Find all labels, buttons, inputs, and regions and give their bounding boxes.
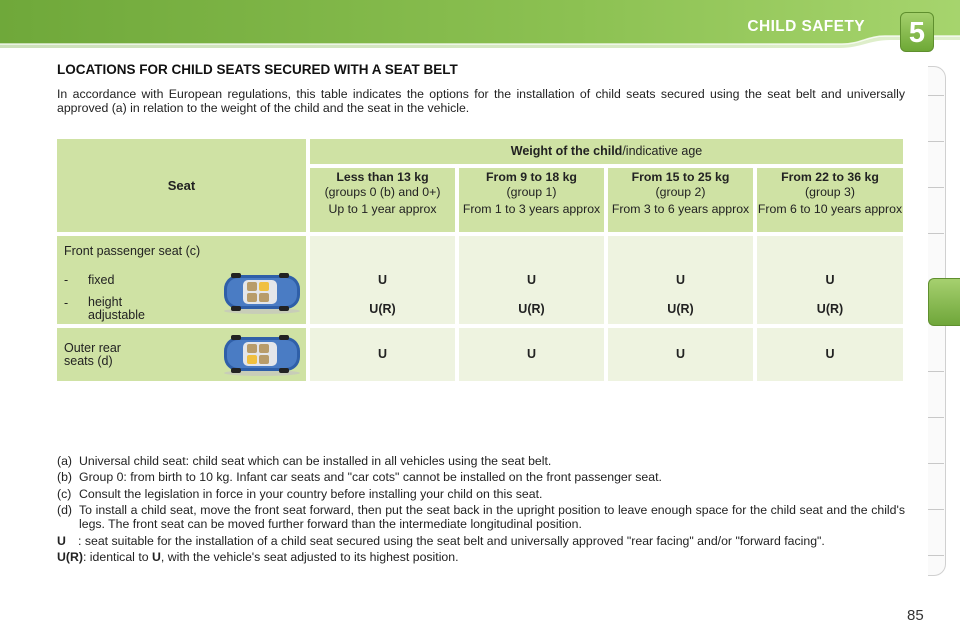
front-passenger-row-label — [57, 236, 306, 324]
footnote-text: Universal child seat: child seat which can be installed in all vehicles using the seat belt. — [79, 454, 552, 468]
value-fixed: U — [526, 273, 537, 287]
front-seat-label: Front passenger seat (c) — [64, 244, 201, 258]
group-sub: (groups 0 (b) and 0+) — [324, 185, 441, 199]
weight-header-rest: /indicative age — [622, 144, 703, 158]
outer-rear-row-label — [57, 328, 306, 381]
front-cell-group-0 — [310, 236, 455, 324]
group-title: From 9 to 18 kg — [486, 170, 577, 184]
car-top-view-rear-icon — [221, 333, 303, 377]
value-fixed: U — [675, 273, 686, 287]
group-header-1 — [459, 168, 604, 232]
dash: - — [64, 273, 69, 287]
footnote-text: To install a child seat, move the front seat forward, then put the seat back in the upright position to leave enough space for the child seat and the child's legs. The front seat can be moved further forward than the intermediate longitudinal position. — [79, 503, 905, 532]
legend-ur-text-2: , with the vehicle's seat adjusted to its highest position. — [160, 550, 459, 565]
dash: - — [64, 296, 69, 310]
footnote-d — [57, 503, 905, 531]
footnote-label: (b) — [57, 470, 73, 485]
chapter-tab-active[interactable] — [928, 278, 960, 326]
seat-header-label: Seat — [167, 178, 196, 193]
tab-divider — [928, 555, 944, 556]
group-age: Up to 1 year approx — [328, 202, 437, 216]
group-header-2 — [608, 168, 753, 232]
group-sub: (group 3) — [805, 185, 855, 199]
legend-ur-inline: U — [152, 550, 161, 565]
seat-column-header — [57, 139, 306, 232]
rear-seat-label: Outer rear seats (d) — [64, 341, 121, 368]
group-header-3 — [757, 168, 903, 232]
footnotes — [57, 454, 905, 567]
tab-divider — [928, 371, 944, 372]
front-cell-group-2 — [608, 236, 753, 324]
group-age: From 3 to 6 years approx — [611, 202, 750, 216]
value-rear: U — [377, 347, 388, 361]
value-adjustable: U(R) — [369, 302, 396, 316]
group-header-0 — [310, 168, 455, 232]
weight-header — [310, 139, 903, 164]
value-rear: U — [675, 347, 686, 361]
group-sub: (group 1) — [506, 185, 557, 199]
value-fixed: U — [825, 273, 835, 287]
car-top-view-front-icon — [221, 271, 303, 315]
rear-cell-group-2 — [608, 328, 753, 381]
tab-divider — [928, 141, 944, 142]
value-fixed: U — [377, 273, 388, 287]
value-adjustable: U(R) — [816, 302, 844, 316]
footnote-label: (a) — [57, 454, 73, 468]
footnote-label: (c) — [57, 486, 72, 501]
value-adjustable: U(R) — [518, 302, 545, 316]
front-cell-group-3 — [757, 236, 903, 324]
value-rear: U — [526, 347, 537, 361]
group-title: Less than 13 kg — [336, 170, 429, 184]
option-fixed: fixed — [88, 273, 115, 287]
front-cell-group-1 — [459, 236, 604, 324]
legend-ur-label: U(R) — [57, 550, 83, 565]
legend-u-text: : seat suitable for the installation of a child seat secured using the seat belt and universally approved "rear facing" and/or "forward facing". — [78, 533, 825, 548]
rear-cell-group-1 — [459, 328, 604, 381]
legend-ur-text-1: : identical to — [82, 550, 152, 565]
footnote-b — [57, 470, 905, 484]
intro-paragraph: In accordance with European regulations, this table indicates the options for the installation of child seats secured using the seat belt and universally approved (a) in relation to the weight of the child and the seat in the vehicle. — [57, 87, 905, 115]
footnote-text: Consult the legislation in force in your country before installing your child on this seat. — [79, 486, 543, 501]
legend-ur — [57, 550, 905, 564]
legend-u — [57, 534, 905, 548]
group-age: From 6 to 10 years approx — [757, 202, 903, 216]
tab-divider — [928, 95, 944, 96]
chapter-number-badge: 5 — [900, 12, 934, 52]
tab-divider — [928, 233, 944, 234]
section-title: LOCATIONS FOR CHILD SEATS SECURED WITH A SEAT BELT — [57, 62, 458, 77]
rear-cell-group-3 — [757, 328, 903, 381]
page-number: 85 — [907, 607, 924, 624]
group-age: From 1 to 3 years approx — [462, 202, 601, 216]
footnote-a — [57, 454, 905, 468]
footnote-label: (d) — [57, 503, 73, 518]
value-adjustable: U(R) — [667, 302, 694, 316]
tab-divider — [928, 509, 944, 510]
group-title: From 15 to 25 kg — [631, 170, 730, 184]
group-sub: (group 2) — [655, 185, 706, 199]
tab-divider — [928, 463, 944, 464]
value-rear: U — [825, 347, 835, 361]
group-title: From 22 to 36 kg — [781, 170, 879, 184]
header-band — [0, 0, 960, 48]
header-title: CHILD SAFETY — [747, 18, 865, 35]
footnote-text: Group 0: from birth to 10 kg. Infant car seats and "car cots" cannot be installed on the front passenger seat. — [79, 470, 662, 485]
tab-divider — [928, 187, 944, 188]
footnote-c — [57, 487, 905, 501]
weight-header-bold: Weight of the child — [510, 144, 623, 158]
rear-cell-group-0 — [310, 328, 455, 381]
tab-divider — [928, 417, 944, 418]
legend-u-label: U — [57, 533, 66, 548]
option-height-adjustable: height adjustable — [88, 295, 145, 322]
